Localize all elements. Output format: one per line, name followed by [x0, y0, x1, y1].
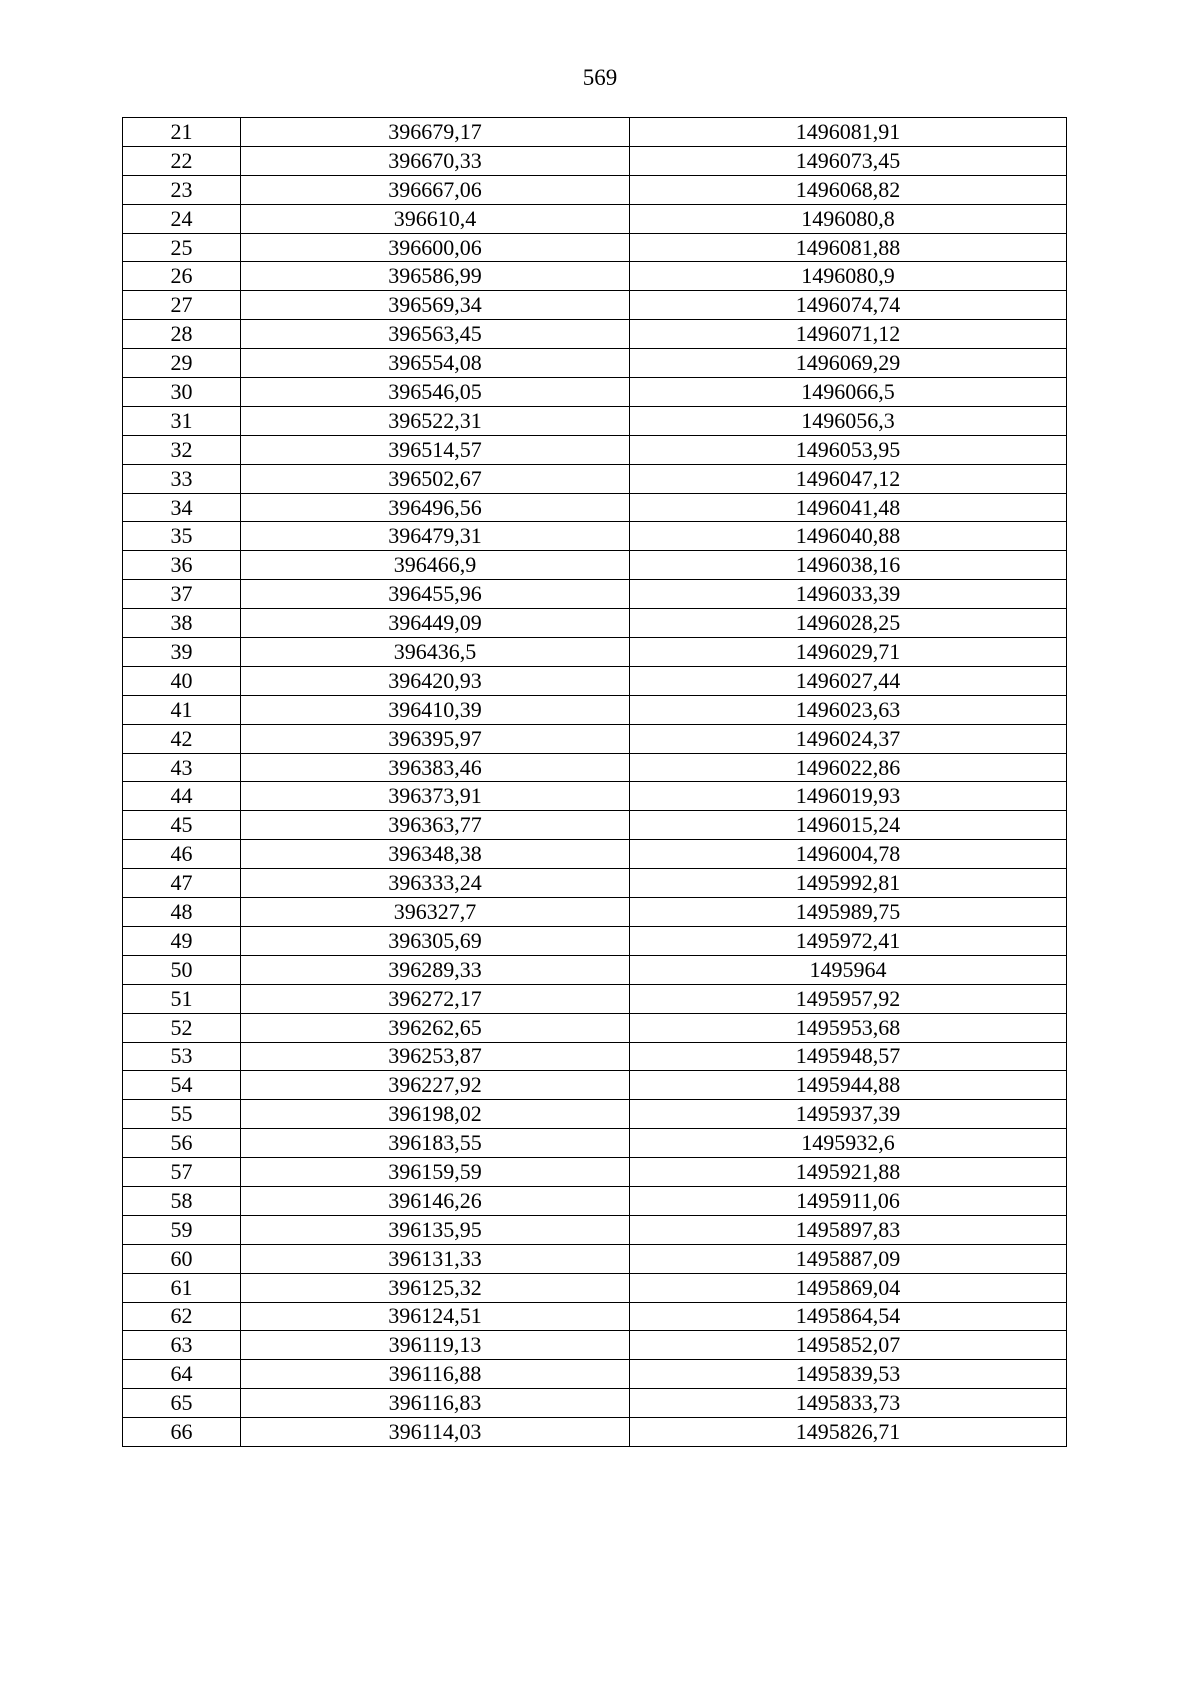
- x-coordinate-cell: 396436,5: [241, 638, 630, 667]
- point-number-cell: 66: [123, 1418, 241, 1447]
- table-row: [123, 811, 1067, 840]
- point-number-cell: 53: [123, 1042, 241, 1071]
- point-number-cell: 25: [123, 233, 241, 262]
- point-number-cell: 65: [123, 1389, 241, 1418]
- point-number-cell: 60: [123, 1244, 241, 1273]
- table-row: [123, 1360, 1067, 1389]
- point-number-cell: 48: [123, 898, 241, 927]
- x-coordinate-cell: 396395,97: [241, 724, 630, 753]
- y-coordinate-cell: 1495932,6: [630, 1129, 1067, 1158]
- y-coordinate-cell: 1496027,44: [630, 666, 1067, 695]
- table-row: [123, 753, 1067, 782]
- y-coordinate-cell: 1496041,48: [630, 493, 1067, 522]
- y-coordinate-cell: 1495833,73: [630, 1389, 1067, 1418]
- page-number: 569: [582, 65, 618, 90]
- x-coordinate-cell: 396124,51: [241, 1302, 630, 1331]
- point-number-cell: 41: [123, 695, 241, 724]
- table-row: [123, 1418, 1067, 1447]
- x-coordinate-cell: 396253,87: [241, 1042, 630, 1071]
- point-number-cell: 45: [123, 811, 241, 840]
- table-row: [123, 926, 1067, 955]
- y-coordinate-cell: 1495957,92: [630, 984, 1067, 1013]
- x-coordinate-cell: 396586,99: [241, 262, 630, 291]
- table-row: [123, 609, 1067, 638]
- y-coordinate-cell: 1496080,8: [630, 204, 1067, 233]
- y-coordinate-cell: 1496056,3: [630, 406, 1067, 435]
- coordinates-table: [122, 117, 1067, 1447]
- x-coordinate-cell: 396159,59: [241, 1158, 630, 1187]
- table-row: [123, 1389, 1067, 1418]
- point-number-cell: 57: [123, 1158, 241, 1187]
- table-row: [123, 233, 1067, 262]
- point-number-cell: 49: [123, 926, 241, 955]
- y-coordinate-cell: 1496023,63: [630, 695, 1067, 724]
- table-row: [123, 1100, 1067, 1129]
- table-row: [123, 1013, 1067, 1042]
- x-coordinate-cell: 396496,56: [241, 493, 630, 522]
- x-coordinate-cell: 396116,88: [241, 1360, 630, 1389]
- table-row: [123, 1215, 1067, 1244]
- x-coordinate-cell: 396514,57: [241, 435, 630, 464]
- x-coordinate-cell: 396522,31: [241, 406, 630, 435]
- x-coordinate-cell: 396327,7: [241, 898, 630, 927]
- table-row: [123, 869, 1067, 898]
- y-coordinate-cell: 1495972,41: [630, 926, 1067, 955]
- y-coordinate-cell: 1496029,71: [630, 638, 1067, 667]
- x-coordinate-cell: 396502,67: [241, 464, 630, 493]
- x-coordinate-cell: 396363,77: [241, 811, 630, 840]
- table-row: [123, 262, 1067, 291]
- point-number-cell: 27: [123, 291, 241, 320]
- point-number-cell: 39: [123, 638, 241, 667]
- y-coordinate-cell: 1495852,07: [630, 1331, 1067, 1360]
- y-coordinate-cell: 1496068,82: [630, 175, 1067, 204]
- y-coordinate-cell: 1495992,81: [630, 869, 1067, 898]
- table-row: [123, 1129, 1067, 1158]
- table-row: [123, 406, 1067, 435]
- table-row: [123, 1071, 1067, 1100]
- point-number-cell: 54: [123, 1071, 241, 1100]
- x-coordinate-cell: 396546,05: [241, 378, 630, 407]
- y-coordinate-cell: 1496040,88: [630, 522, 1067, 551]
- x-coordinate-cell: 396410,39: [241, 695, 630, 724]
- table-row: [123, 378, 1067, 407]
- point-number-cell: 43: [123, 753, 241, 782]
- y-coordinate-cell: 1496024,37: [630, 724, 1067, 753]
- y-coordinate-cell: 1496038,16: [630, 551, 1067, 580]
- y-coordinate-cell: 1495864,54: [630, 1302, 1067, 1331]
- x-coordinate-cell: 396119,13: [241, 1331, 630, 1360]
- x-coordinate-cell: 396135,95: [241, 1215, 630, 1244]
- x-coordinate-cell: 396198,02: [241, 1100, 630, 1129]
- point-number-cell: 37: [123, 580, 241, 609]
- x-coordinate-cell: 396670,33: [241, 146, 630, 175]
- x-coordinate-cell: 396114,03: [241, 1418, 630, 1447]
- point-number-cell: 33: [123, 464, 241, 493]
- point-number-cell: 59: [123, 1215, 241, 1244]
- x-coordinate-cell: 396272,17: [241, 984, 630, 1013]
- point-number-cell: 51: [123, 984, 241, 1013]
- table-row: [123, 666, 1067, 695]
- table-row: [123, 146, 1067, 175]
- x-coordinate-cell: 396667,06: [241, 175, 630, 204]
- y-coordinate-cell: 1495839,53: [630, 1360, 1067, 1389]
- point-number-cell: 38: [123, 609, 241, 638]
- table-row: [123, 1158, 1067, 1187]
- x-coordinate-cell: 396373,91: [241, 782, 630, 811]
- y-coordinate-cell: 1495953,68: [630, 1013, 1067, 1042]
- table-row: [123, 1186, 1067, 1215]
- point-number-cell: 44: [123, 782, 241, 811]
- table-row: [123, 724, 1067, 753]
- table-row: [123, 291, 1067, 320]
- table-row: [123, 1331, 1067, 1360]
- y-coordinate-cell: 1495887,09: [630, 1244, 1067, 1273]
- point-number-cell: 62: [123, 1302, 241, 1331]
- point-number-cell: 32: [123, 435, 241, 464]
- y-coordinate-cell: 1496019,93: [630, 782, 1067, 811]
- y-coordinate-cell: 1496004,78: [630, 840, 1067, 869]
- coordinates-table-body: [123, 118, 1067, 1447]
- y-coordinate-cell: 1496081,91: [630, 118, 1067, 147]
- x-coordinate-cell: 396131,33: [241, 1244, 630, 1273]
- point-number-cell: 26: [123, 262, 241, 291]
- point-number-cell: 24: [123, 204, 241, 233]
- table-row: [123, 118, 1067, 147]
- x-coordinate-cell: 396125,32: [241, 1273, 630, 1302]
- y-coordinate-cell: 1496053,95: [630, 435, 1067, 464]
- table-row: [123, 175, 1067, 204]
- x-coordinate-cell: 396600,06: [241, 233, 630, 262]
- table-row: [123, 580, 1067, 609]
- y-coordinate-cell: 1496071,12: [630, 320, 1067, 349]
- y-coordinate-cell: 1495897,83: [630, 1215, 1067, 1244]
- y-coordinate-cell: 1496033,39: [630, 580, 1067, 609]
- table-row: [123, 955, 1067, 984]
- y-coordinate-cell: 1495989,75: [630, 898, 1067, 927]
- y-coordinate-cell: 1495869,04: [630, 1273, 1067, 1302]
- point-number-cell: 35: [123, 522, 241, 551]
- y-coordinate-cell: 1496047,12: [630, 464, 1067, 493]
- point-number-cell: 63: [123, 1331, 241, 1360]
- y-coordinate-cell: 1496028,25: [630, 609, 1067, 638]
- point-number-cell: 29: [123, 349, 241, 378]
- table-row: [123, 435, 1067, 464]
- point-number-cell: 61: [123, 1273, 241, 1302]
- point-number-cell: 23: [123, 175, 241, 204]
- point-number-cell: 64: [123, 1360, 241, 1389]
- x-coordinate-cell: 396563,45: [241, 320, 630, 349]
- table-row: [123, 638, 1067, 667]
- x-coordinate-cell: 396610,4: [241, 204, 630, 233]
- point-number-cell: 21: [123, 118, 241, 147]
- x-coordinate-cell: 396383,46: [241, 753, 630, 782]
- point-number-cell: 58: [123, 1186, 241, 1215]
- x-coordinate-cell: 396227,92: [241, 1071, 630, 1100]
- y-coordinate-cell: 1495937,39: [630, 1100, 1067, 1129]
- y-coordinate-cell: 1496022,86: [630, 753, 1067, 782]
- point-number-cell: 34: [123, 493, 241, 522]
- x-coordinate-cell: 396262,65: [241, 1013, 630, 1042]
- point-number-cell: 42: [123, 724, 241, 753]
- y-coordinate-cell: 1495964: [630, 955, 1067, 984]
- point-number-cell: 46: [123, 840, 241, 869]
- y-coordinate-cell: 1496080,9: [630, 262, 1067, 291]
- table-row: [123, 984, 1067, 1013]
- x-coordinate-cell: 396554,08: [241, 349, 630, 378]
- table-row: [123, 204, 1067, 233]
- x-coordinate-cell: 396305,69: [241, 926, 630, 955]
- table-row: [123, 551, 1067, 580]
- x-coordinate-cell: 396116,83: [241, 1389, 630, 1418]
- table-row: [123, 493, 1067, 522]
- table-row: [123, 1302, 1067, 1331]
- y-coordinate-cell: 1495944,88: [630, 1071, 1067, 1100]
- point-number-cell: 22: [123, 146, 241, 175]
- y-coordinate-cell: 1496066,5: [630, 378, 1067, 407]
- table-row: [123, 898, 1067, 927]
- table-row: [123, 320, 1067, 349]
- x-coordinate-cell: 396679,17: [241, 118, 630, 147]
- y-coordinate-cell: 1495948,57: [630, 1042, 1067, 1071]
- x-coordinate-cell: 396479,31: [241, 522, 630, 551]
- table-row: [123, 1244, 1067, 1273]
- point-number-cell: 30: [123, 378, 241, 407]
- table-row: [123, 782, 1067, 811]
- y-coordinate-cell: 1496069,29: [630, 349, 1067, 378]
- point-number-cell: 52: [123, 1013, 241, 1042]
- y-coordinate-cell: 1496073,45: [630, 146, 1067, 175]
- table-row: [123, 1273, 1067, 1302]
- x-coordinate-cell: 396466,9: [241, 551, 630, 580]
- table-row: [123, 464, 1067, 493]
- x-coordinate-cell: 396348,38: [241, 840, 630, 869]
- x-coordinate-cell: 396455,96: [241, 580, 630, 609]
- point-number-cell: 36: [123, 551, 241, 580]
- x-coordinate-cell: 396289,33: [241, 955, 630, 984]
- x-coordinate-cell: 396146,26: [241, 1186, 630, 1215]
- x-coordinate-cell: 396183,55: [241, 1129, 630, 1158]
- point-number-cell: 31: [123, 406, 241, 435]
- y-coordinate-cell: 1495826,71: [630, 1418, 1067, 1447]
- point-number-cell: 50: [123, 955, 241, 984]
- x-coordinate-cell: 396333,24: [241, 869, 630, 898]
- table-row: [123, 1042, 1067, 1071]
- y-coordinate-cell: 1496081,88: [630, 233, 1067, 262]
- table-row: [123, 522, 1067, 551]
- point-number-cell: 40: [123, 666, 241, 695]
- y-coordinate-cell: 1495921,88: [630, 1158, 1067, 1187]
- y-coordinate-cell: 1496074,74: [630, 291, 1067, 320]
- x-coordinate-cell: 396569,34: [241, 291, 630, 320]
- point-number-cell: 55: [123, 1100, 241, 1129]
- table-row: [123, 695, 1067, 724]
- point-number-cell: 28: [123, 320, 241, 349]
- y-coordinate-cell: 1496015,24: [630, 811, 1067, 840]
- point-number-cell: 56: [123, 1129, 241, 1158]
- y-coordinate-cell: 1495911,06: [630, 1186, 1067, 1215]
- table-row: [123, 840, 1067, 869]
- table-row: [123, 349, 1067, 378]
- point-number-cell: 47: [123, 869, 241, 898]
- x-coordinate-cell: 396420,93: [241, 666, 630, 695]
- x-coordinate-cell: 396449,09: [241, 609, 630, 638]
